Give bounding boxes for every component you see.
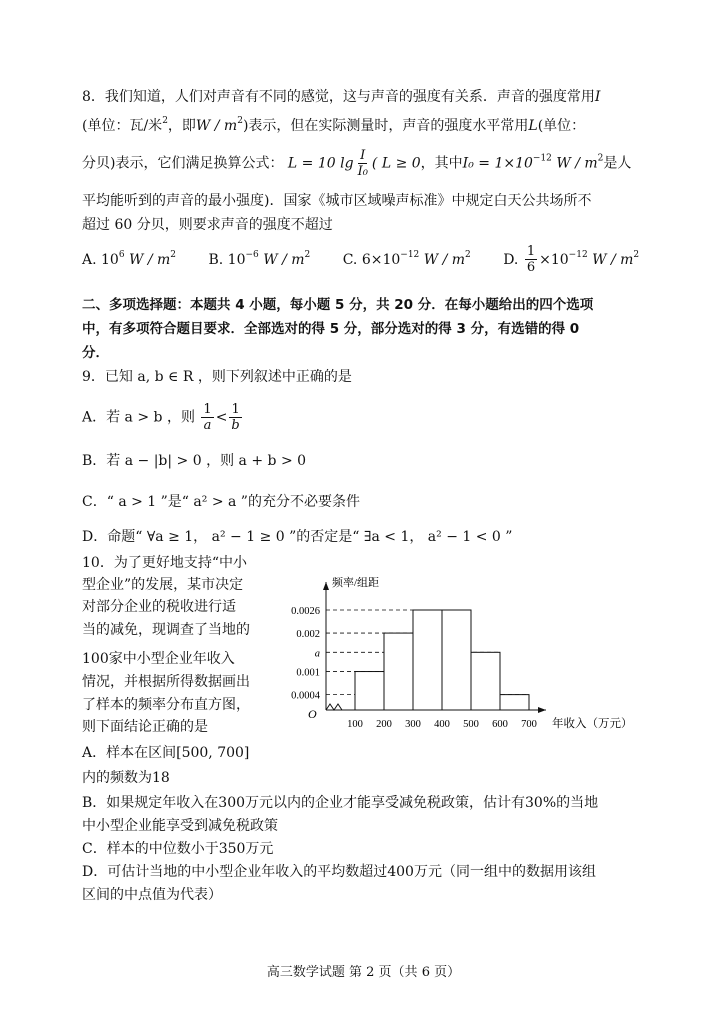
section2-line2: 中，有多项符合题目要求．全部选对的得 5 分，部分选对的得 3 分，有选错的得 0 (82, 321, 580, 337)
q10-option-a: A．样本在区间[500, 700] (82, 745, 250, 761)
q8-line5: 超过 60 分贝，则要求声音的强度不超过 (82, 217, 333, 233)
q9-stem: 9．已知 a, b ∈ R ，则下列叙述中正确的是 (82, 369, 352, 385)
x-tick-label: 500 (463, 719, 479, 730)
y-tick-label: 0.0026 (291, 606, 320, 617)
q10-option-d-line2: 区间的中点值为代表） (82, 887, 222, 903)
y-tick-label: 0.0004 (291, 690, 320, 702)
q8-line3: 分贝)表示，它们满足换算公式： L = 10 lg $\frac{I}{\text{I₀}}$ ( L ≥ 0，其中$I_0 = 1\times 10^{-12}$ W / $m^2$是人 (82, 148, 632, 179)
page-footer: 高三数学试题 第 2 页（共 6 页） (266, 965, 461, 980)
q9-option-b: B．若 a − |b| > 0 ，则 a + b > 0 (82, 453, 307, 469)
x-tick-label: 600 (492, 719, 508, 730)
q10-option-a-cont: 内的频数为18 (82, 770, 170, 786)
histogram-bar (500, 695, 529, 710)
q8-line2: (单位：瓦/米$^2$，即W / $m^2$)表示，但在实际测量时，声音的强度水平常用L(单位： (82, 116, 586, 134)
origin-label: O (308, 707, 317, 721)
histogram-bar (471, 652, 500, 710)
x-axis-arrow (538, 707, 546, 713)
q8-option-a: A. $10^6$ W / $m^2$ (82, 249, 177, 268)
x-tick-label: 700 (521, 719, 537, 730)
section2-line3: 分． (82, 345, 109, 361)
q9-option-d: D．命题“ ∀a ≥ 1， a² − 1 ≥ 0 ”的否定是“ ∃a < 1， a² − 1 < 0 ” (82, 529, 513, 545)
y-tick-label: a (314, 648, 320, 660)
histogram-bar (413, 610, 442, 710)
axis-break-mark (326, 704, 342, 710)
q9-option-a: A．若 a > b ，则 $\frac{1}{a}$ < $\frac{1}{b}$ (82, 402, 240, 433)
q8-option-d: D. $\frac{1}{6}$ $\times 10^{-12}$ W / $m^2$ (503, 244, 640, 275)
q8-formula-fraction: $\frac{I}{\text{I₀}}$ (357, 148, 368, 179)
q10-line: 对部分企业的税收进行适 (82, 599, 236, 615)
histogram-bar (442, 610, 471, 710)
y-tick-label: 0.001 (296, 667, 320, 679)
q10-option-b-line2: 中小型企业能享受到减免税政策 (82, 818, 278, 834)
y-axis-arrow (323, 582, 329, 590)
q10-line: 了样本的频率分布直方图， (82, 697, 250, 713)
q10-line: 10．为了更好地支持“中小 (82, 555, 247, 571)
q8-option-b: B. $10^{-6}$ W / $m^2$ (208, 249, 311, 268)
q10-option-d-line1: D．可估计当地的中小型企业年收入的平均数超过400万元（同一组中的数据用该组 (82, 864, 596, 880)
x-tick-label: 300 (405, 719, 421, 730)
q8-option-c: C. $6\times 10^{-12}$ W / $m^2$ (342, 249, 471, 268)
q9-option-c: C．“ a > 1 ”是“ a² > a ”的充分不必要条件 (82, 494, 360, 510)
frequency-histogram (270, 570, 660, 740)
x-tick-label: 100 (347, 719, 363, 730)
histogram-bar (384, 633, 413, 710)
q10-line: 100家中小型企业年收入 (82, 651, 235, 667)
y-tick-label: 0.002 (296, 629, 320, 641)
q8-line4: 平均能听到的声音的最小强度)．国家《城市区域噪声标准》中规定白天公共场所不 (82, 193, 592, 209)
section2-line1: 二、多项选择题：本题共 4 小题，每小题 5 分，共 20 分．在每小题给出的四个选项 (82, 297, 594, 313)
q10-line: 情况，并根据所得数据画出 (82, 674, 250, 690)
q10-option-c: C．样本的中位数小于350万元 (82, 841, 274, 857)
x-tick-label: 200 (376, 719, 392, 730)
x-axis-label: 年收入（万元） (552, 718, 633, 730)
q10-option-b-line1: B．如果规定年收入在300万元以内的企业才能享受减免税政策，估计有30%的当地 (82, 795, 599, 811)
y-axis-label: 频率/组距 (332, 577, 380, 589)
histogram-bar (355, 672, 384, 710)
x-tick-label: 400 (434, 719, 450, 730)
q10-line: 当的减免，现调查了当地的 (82, 622, 250, 638)
q8-options (82, 244, 639, 275)
q8-line1: 8．我们知道，人们对声音有不同的感觉，这与声音的强度有关系．声音的强度常用I (82, 89, 601, 105)
q10-line: 则下面结论正确的是 (82, 719, 208, 735)
q10-line: 型企业”的发展，某市决定 (82, 577, 244, 593)
